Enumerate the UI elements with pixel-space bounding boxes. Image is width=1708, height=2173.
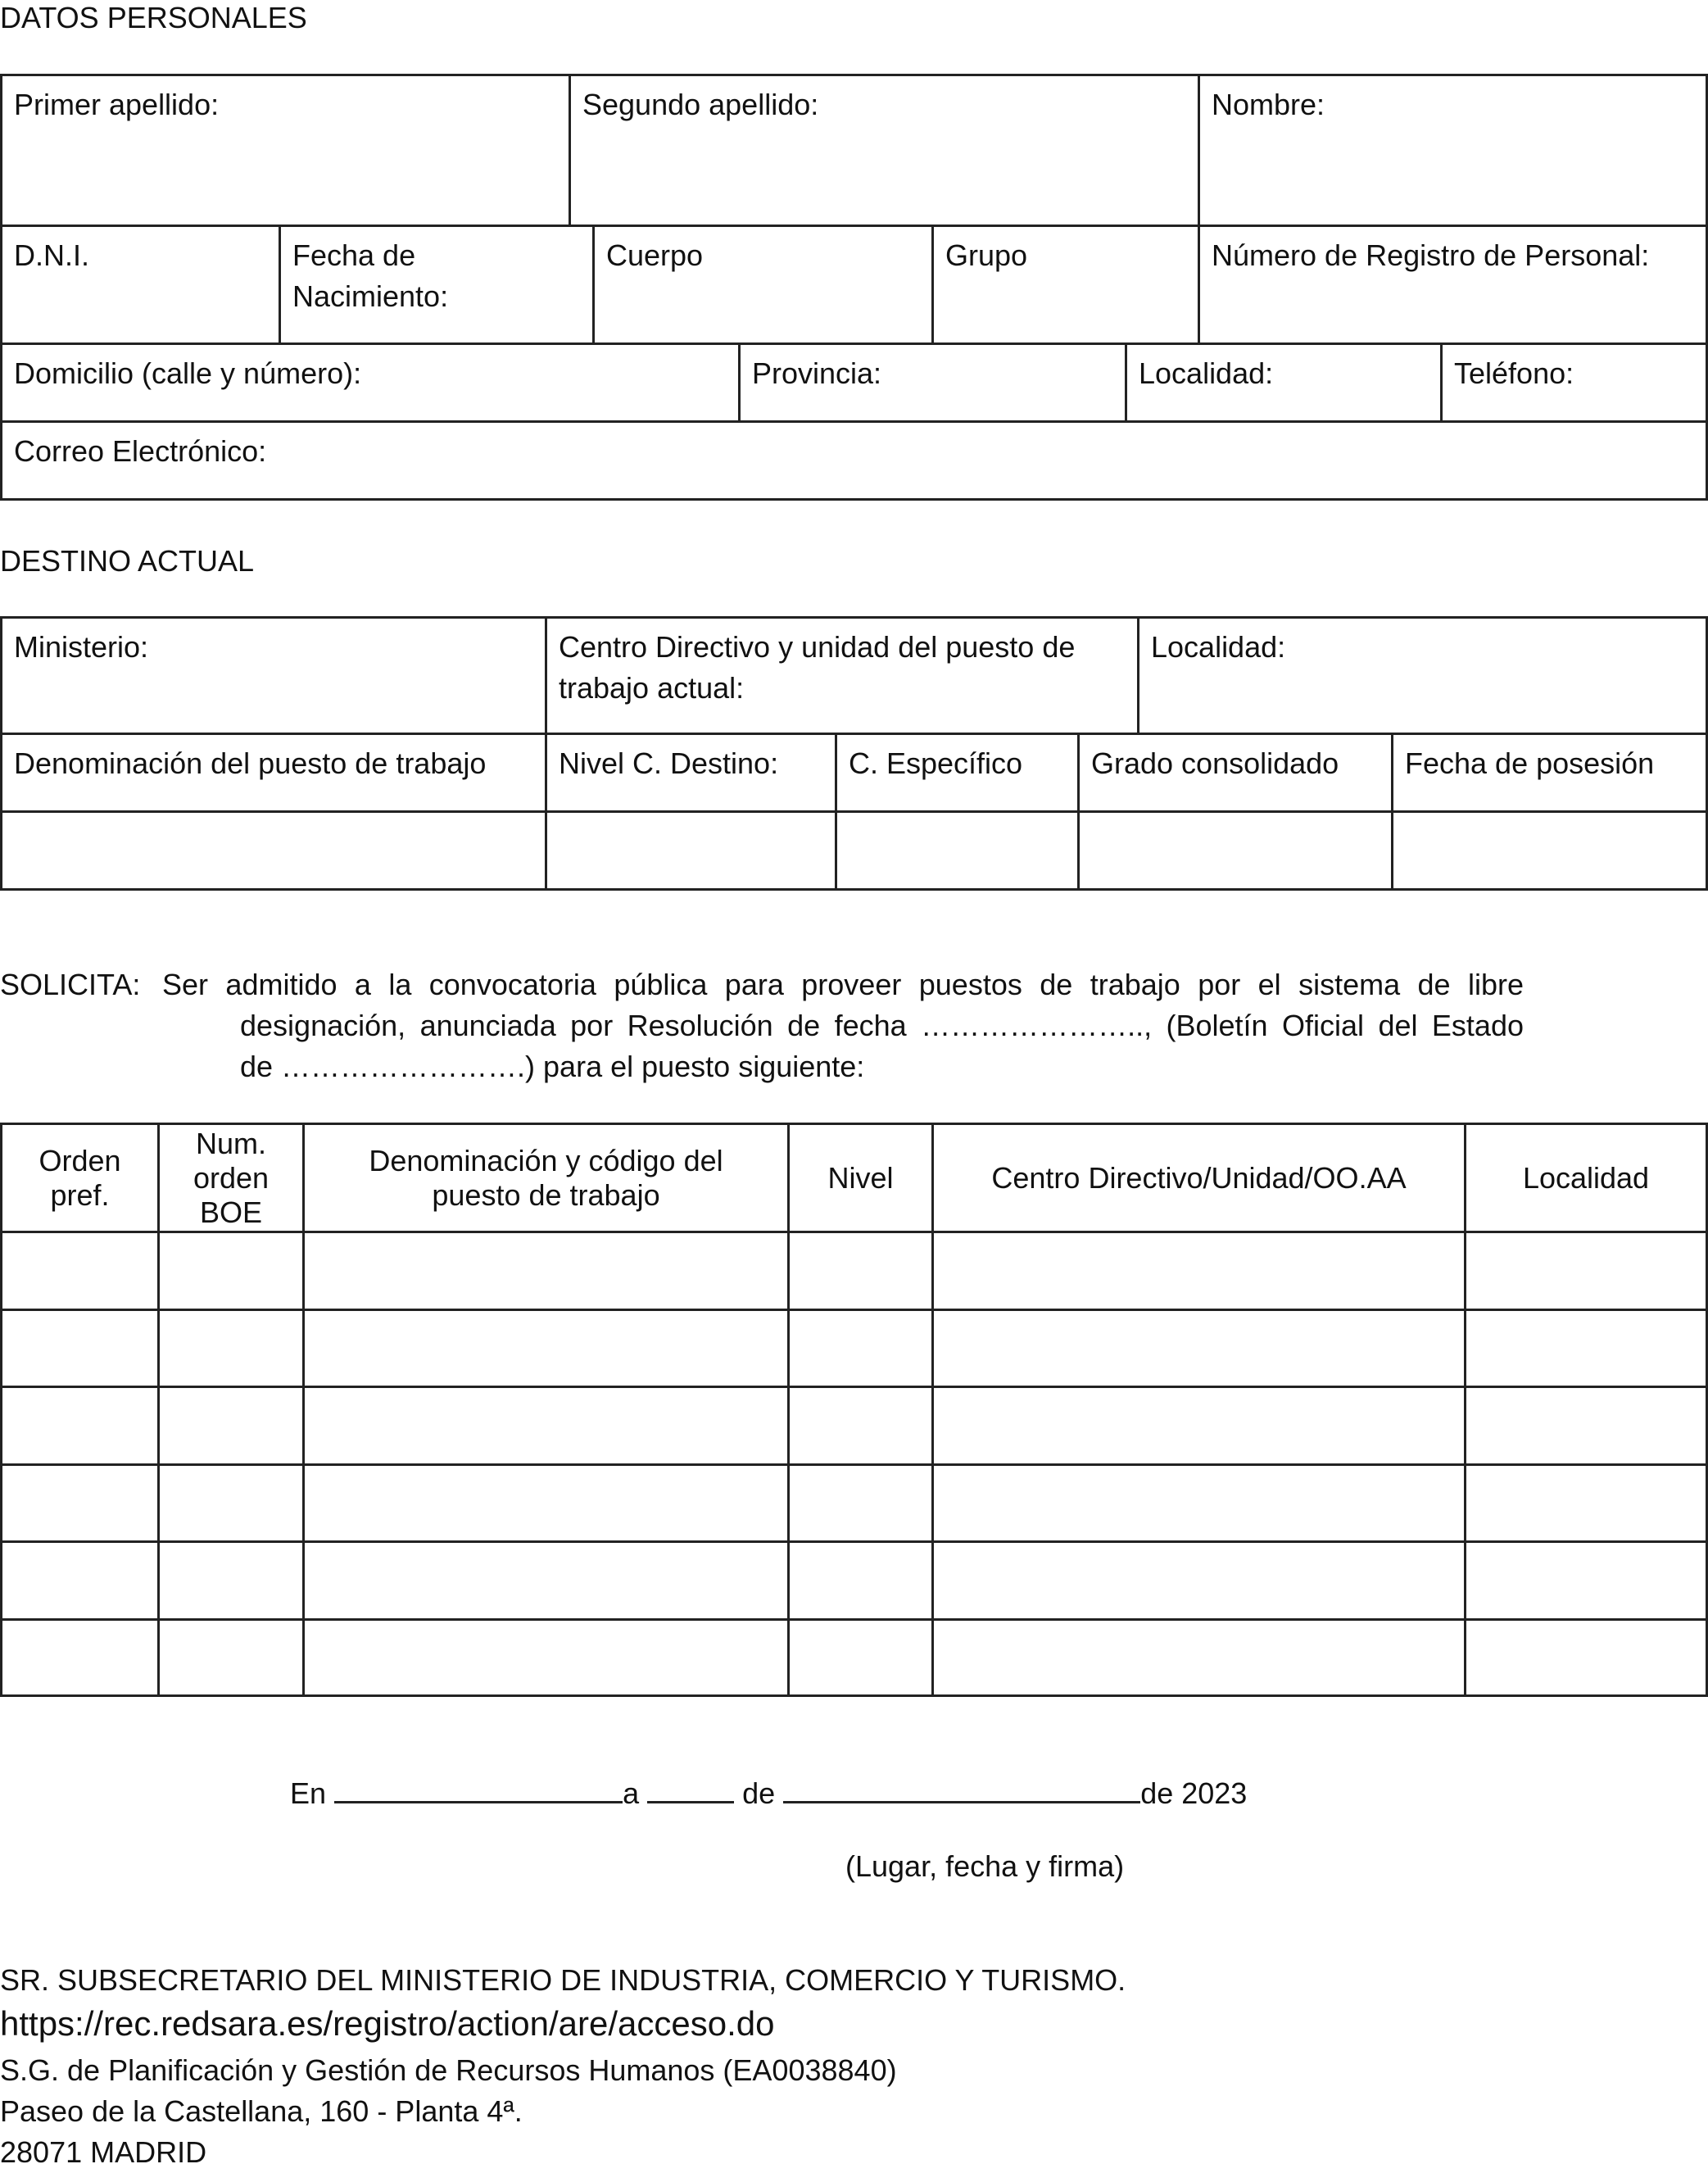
header-orden-pref-label: Orden pref.: [39, 1143, 121, 1212]
ministerio-field[interactable]: [2, 619, 545, 733]
correo-field[interactable]: [2, 423, 1706, 498]
telefono-field[interactable]: [1443, 345, 1706, 420]
localidad-field[interactable]: [1127, 345, 1440, 420]
table-row[interactable]: [2, 1311, 1706, 1386]
dia-blank[interactable]: [647, 1772, 734, 1803]
localidad-label: Localidad:: [1139, 356, 1274, 390]
datos-personales-title: DATOS PERSONALES: [0, 1, 307, 34]
destino-localidad-field[interactable]: [1139, 619, 1706, 733]
destino-actual-title: DESTINO ACTUAL: [0, 544, 255, 578]
especifico-label: C. Específico: [849, 746, 1023, 780]
header-centro-directivo-label: Centro Directivo/Unidad/OO.AA: [991, 1160, 1407, 1195]
mes-blank[interactable]: [783, 1772, 1140, 1803]
footer-sg: S.G. de Planificación y Gestión de Recursos Humanos (EA0038840): [0, 2053, 897, 2087]
firma-line: [290, 1772, 1247, 1814]
correo-label: Correo Electrónico:: [14, 434, 267, 468]
firma-caption: (Lugar, fecha y firma): [845, 1849, 1125, 1883]
firma-a: a: [623, 1776, 640, 1810]
centro-directivo-label-2: trabajo actual:: [559, 671, 745, 705]
grado-header: [1080, 735, 1391, 810]
especifico-header: [837, 735, 1077, 810]
nombre-field[interactable]: [1200, 76, 1706, 225]
header-denominacion-label: Denominación y código del puesto de trabajo: [369, 1143, 723, 1212]
dni-label: D.N.I.: [14, 238, 90, 272]
header-orden-pref: [2, 1125, 157, 1231]
nrp-label: Número de Registro de Personal:: [1212, 238, 1650, 272]
posesion-label: Fecha de posesión: [1405, 746, 1655, 780]
cuerpo-label: Cuerpo: [606, 238, 704, 272]
header-num-orden-boe-label: Num. orden BOE: [193, 1126, 270, 1229]
solicita-line-2: designación, anunciada por Resolución de fecha ………………….., (Boletín Oficial del Estado: [240, 1009, 1524, 1042]
table-row[interactable]: [2, 1466, 1706, 1540]
denominacion-header: [2, 735, 545, 810]
centro-directivo-label-1: Centro Directivo y unidad del puesto de: [559, 630, 1076, 664]
domicilio-label: Domicilio (calle y número):: [14, 356, 362, 390]
solicita-line-3: de …………………….) para el puesto siguiente:: [240, 1050, 865, 1083]
header-nivel: [790, 1125, 931, 1231]
destino-localidad-label: Localidad:: [1151, 630, 1286, 664]
lugar-blank[interactable]: [334, 1772, 623, 1803]
especifico-input[interactable]: [837, 813, 1077, 888]
primer-apellido-field[interactable]: [2, 76, 569, 225]
solicita-label: SOLICITA:: [0, 968, 141, 1001]
nombre-label: Nombre:: [1212, 88, 1325, 121]
provincia-label: Provincia:: [752, 356, 882, 390]
grupo-label: Grupo: [945, 238, 1028, 272]
grado-input[interactable]: [1080, 813, 1391, 888]
primer-apellido-label: Primer apellido:: [14, 88, 220, 121]
solicita-line-1: Ser admitido a la convocatoria pública para proveer puestos de trabajo por el sistema de libre: [162, 968, 1524, 1001]
nivel-header: [547, 735, 835, 810]
table-row[interactable]: [2, 1543, 1706, 1618]
firma-de: de: [742, 1776, 776, 1810]
footer-url[interactable]: https://rec.redsara.es/registro/action/are/acceso.do: [0, 2004, 775, 2043]
nivel-input[interactable]: [547, 813, 835, 888]
fecha-nacimiento-field[interactable]: [281, 227, 592, 343]
footer-destinatario: SR. SUBSECRETARIO DEL MINISTERIO DE INDUSTRIA, COMERCIO Y TURISMO.: [0, 1963, 1126, 1997]
centro-directivo-field[interactable]: [547, 619, 1137, 733]
footer-cp: 28071 MADRID: [0, 2135, 207, 2169]
telefono-label: Teléfono:: [1454, 356, 1574, 390]
nivel-label: Nivel C. Destino:: [559, 746, 779, 780]
fecha-nacimiento-label-1: Fecha de: [292, 238, 416, 272]
domicilio-field[interactable]: [2, 345, 738, 420]
header-denominacion: [305, 1125, 787, 1231]
table-row[interactable]: [2, 1621, 1706, 1694]
footer-direccion: Paseo de la Castellana, 160 - Planta 4ª.: [0, 2094, 523, 2128]
segundo-apellido-field[interactable]: [571, 76, 1198, 225]
posesion-input[interactable]: [1393, 813, 1706, 888]
grupo-field[interactable]: [934, 227, 1198, 343]
denominacion-input[interactable]: [2, 813, 545, 888]
dni-field[interactable]: [2, 227, 279, 343]
header-nivel-label: Nivel: [827, 1160, 894, 1195]
posesion-header: [1393, 735, 1706, 810]
cuerpo-field[interactable]: [595, 227, 931, 343]
header-num-orden-boe: [160, 1125, 302, 1231]
segundo-apellido-label: Segundo apellido:: [582, 88, 819, 121]
provincia-field[interactable]: [741, 345, 1125, 420]
table-row[interactable]: [2, 1233, 1706, 1309]
firma-year: de 2023: [1140, 1776, 1248, 1810]
header-localidad: [1466, 1125, 1706, 1231]
nrp-field[interactable]: [1200, 227, 1706, 343]
header-centro-directivo: [934, 1125, 1464, 1231]
denominacion-label: Denominación del puesto de trabajo: [14, 746, 487, 780]
firma-en: En: [290, 1776, 327, 1810]
ministerio-label: Ministerio:: [14, 630, 149, 664]
table-row[interactable]: [2, 1388, 1706, 1463]
header-localidad-label: Localidad: [1522, 1160, 1650, 1195]
fecha-nacimiento-label-2: Nacimiento:: [292, 279, 449, 313]
grado-label: Grado consolidado: [1091, 746, 1339, 780]
